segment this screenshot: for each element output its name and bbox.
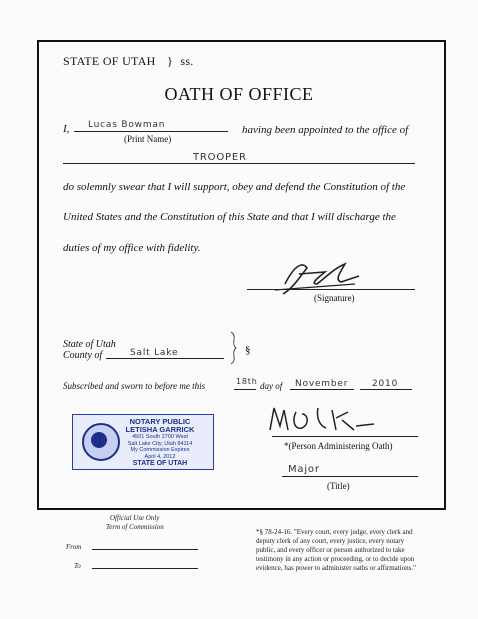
notary-line-5: My Commission Expires — [130, 447, 190, 453]
oath-line-3: duties of my office with fidelity. — [63, 242, 201, 254]
administering-line — [272, 436, 418, 437]
to-line — [92, 568, 198, 569]
month-line — [290, 389, 354, 390]
from-label: From — [66, 543, 82, 551]
name-value: Lucas Bowman — [88, 120, 166, 130]
venue-county-label: County of — [63, 350, 103, 361]
title-value: Major — [288, 464, 320, 475]
state-line: STATE OF UTAH — [63, 54, 156, 68]
month-value: November — [295, 379, 349, 389]
notary-line-4: Salt Lake City, Utah 84114 — [127, 440, 193, 447]
section-symbol: § — [245, 344, 251, 356]
title-label: (Title) — [327, 481, 350, 491]
ss-label: ss. — [180, 54, 194, 68]
from-line — [92, 549, 198, 550]
county-line — [106, 358, 224, 359]
i-label: I, — [63, 123, 70, 135]
signature-label: (Signature) — [314, 293, 355, 303]
office-line — [63, 163, 415, 164]
year-line — [360, 389, 412, 390]
notary-line-3: 4501 South 2700 West — [132, 434, 188, 440]
signature-line — [247, 289, 415, 290]
oath-line-1: do solemnly swear that I will support, obey and defend the Constitution of the — [63, 181, 406, 193]
day-line — [234, 389, 256, 390]
notary-seal-center — [91, 432, 107, 448]
notary-stamp-text — [108, 418, 212, 468]
ss-bracket: } — [166, 54, 174, 68]
year-value: 2010 — [372, 379, 399, 389]
name-line — [74, 131, 228, 132]
title-line — [282, 476, 418, 477]
day-of-text: day of — [260, 381, 283, 391]
notary-line-7: STATE OF UTAH — [132, 460, 188, 467]
to-label: To — [74, 562, 81, 570]
document-title: OATH OF OFFICE — [164, 84, 314, 104]
appointed-text: having been appointed to the office of — [242, 124, 409, 136]
administering-label: *(Person Administering Oath) — [284, 441, 393, 451]
notary-line-1: NOTARY PUBLIC — [129, 417, 191, 426]
term-label: Term of Commission — [106, 523, 164, 531]
print-name-label: (Print Name) — [124, 134, 172, 144]
venue-state: State of Utah — [63, 339, 116, 350]
administering-signature — [262, 400, 382, 440]
notary-line-2: LETISHA GARRICK — [125, 425, 195, 434]
official-use-label: Official Use Only — [110, 514, 160, 522]
venue-bracket — [228, 330, 238, 366]
county-value: Salt Lake — [130, 348, 179, 358]
day-value: 18th — [236, 377, 258, 386]
statute-text: *§ 78-24-16. "Every court, every judge, every clerk and deputy clerk of any court, every justice, every notary public, and every officer or person authorized to take testimony in any action or proceeding, or to decide upon evidence, has power to administer oaths or affirmations." — [256, 528, 416, 572]
oath-line-2: United States and the Constitution of this State and that I will discharge the — [63, 211, 396, 223]
subscribed-text: Subscribed and sworn to before me this — [63, 381, 206, 391]
state-heading — [63, 54, 194, 69]
office-value: TROOPER — [193, 152, 247, 163]
notary-line-6: April 4, 2012 — [144, 453, 176, 460]
